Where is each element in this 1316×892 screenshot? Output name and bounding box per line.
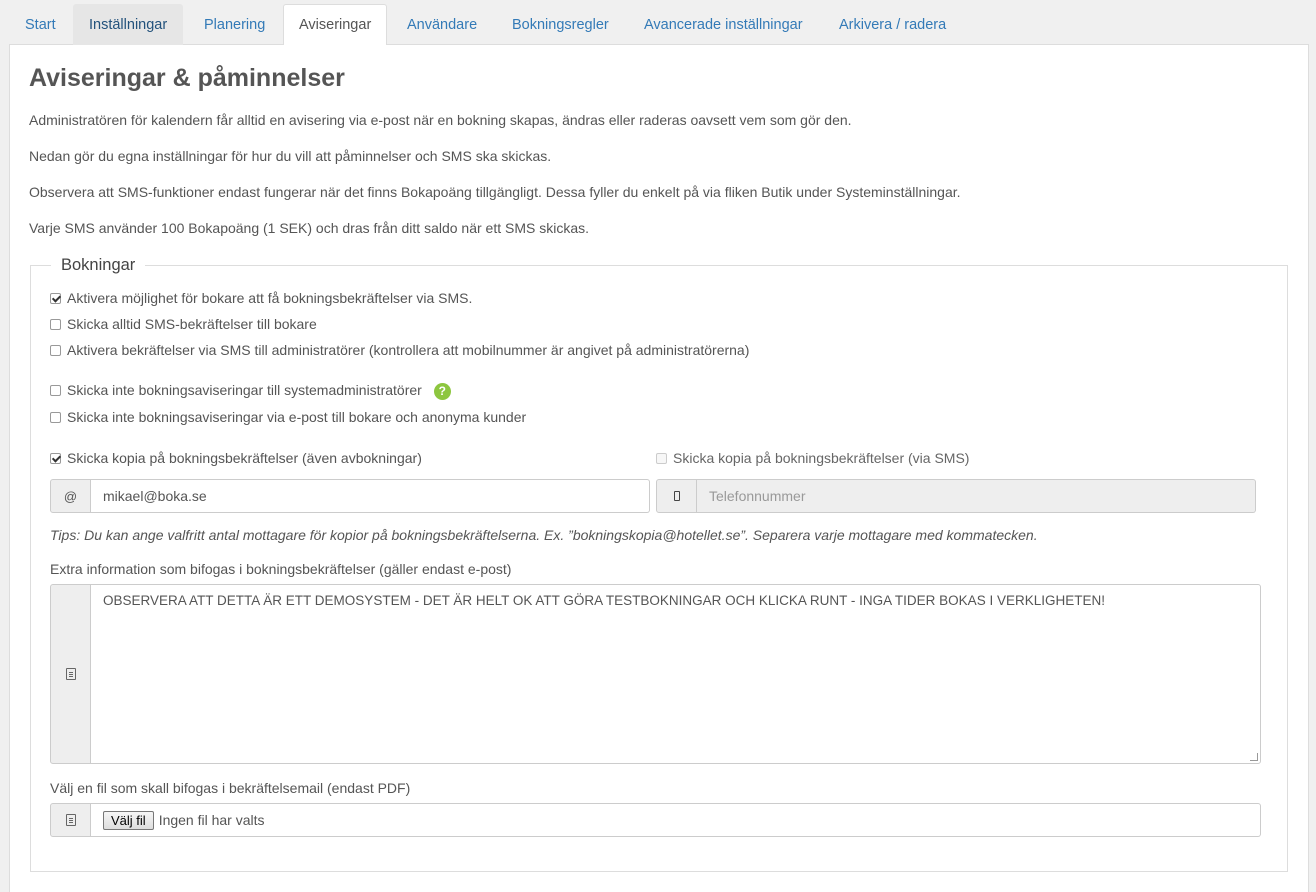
choose-file-button[interactable]: Välj fil (103, 811, 154, 830)
help-icon[interactable]: ? (434, 383, 451, 400)
pdf-file-icon (50, 803, 91, 837)
mobile-phone-icon (656, 479, 697, 513)
option-copy-sms[interactable] (656, 450, 969, 466)
option-sms-admins-label: Aktivera bekräftelser via SMS till administratörer (kontrollera att mobilnummer är angivet på administratörerna) (67, 342, 750, 358)
checkbox-copy-email[interactable] (50, 453, 61, 464)
option-sms-admins[interactable] (50, 342, 749, 358)
option-no-sysadmin-notice-label: Skicka inte bokningsaviseringar till systemadministratörer (67, 382, 422, 398)
copy-tip-text: Tips: Du kan ange valfritt antal mottagare för kopior på bokningsbekräftelserna. Ex. ”bokningskopia@hotellet.se”. Separera varje mottagare med kommatecken. (50, 527, 1038, 543)
checkbox-no-sysadmin-notice[interactable] (50, 385, 61, 396)
bookings-legend: Bokningar (61, 256, 136, 274)
option-no-email-booker-label: Skicka inte bokningsaviseringar via e-post till bokare och anonyma kunder (67, 409, 527, 425)
copy-phone-group (656, 479, 1256, 513)
tab-bar (9, 4, 1309, 45)
extra-info-text: OBSERVERA ATT DETTA ÄR ETT DEMOSYSTEM - DET ÄR HELT OK ATT GÖRA TESTBOKNINGAR OCH KLICKA RUNT - INGA TIDER BOKAS I VERKLIGHETEN! (103, 593, 1105, 608)
file-label: Välj en fil som skall bifogas i bekräftelsemail (endast PDF) (50, 780, 411, 796)
intro-text-2: Nedan gör du egna inställningar för hur du vill att påminnelser och SMS ska skickas. (29, 148, 552, 164)
option-always-sms[interactable] (50, 316, 317, 332)
file-group (50, 803, 1261, 837)
tab-aviseringar[interactable]: Aviseringar (283, 4, 387, 46)
tab-start[interactable]: Start (25, 17, 56, 33)
copy-email-input[interactable]: mikael@boka.se (91, 479, 650, 513)
copy-email-group (50, 479, 650, 513)
checkbox-always-sms[interactable] (50, 319, 61, 330)
settings-panel (9, 45, 1309, 892)
option-copy-email[interactable] (50, 450, 422, 466)
extra-info-textarea[interactable] (91, 584, 1261, 764)
option-sms-booker-label: Aktivera möjlighet för bokare att få bokningsbekräftelser via SMS. (67, 290, 473, 306)
tab-planering[interactable]: Planering (204, 17, 266, 33)
checkbox-sms-admins[interactable] (50, 345, 61, 356)
tab-avancerade-installningar[interactable]: Avancerade inställningar (644, 17, 803, 33)
intro-text-4: Varje SMS använder 100 Bokapoäng (1 SEK) och dras från ditt saldo när ett SMS skickas. (29, 220, 590, 236)
tab-installningar[interactable]: Inställningar (73, 4, 183, 45)
checkbox-copy-sms[interactable] (656, 453, 667, 464)
intro-text-3: Observera att SMS-funktioner endast fungerar när det finns Bokapoäng tillgängligt. Dessa fyller du enkelt på via fliken Butik under Systeminställningar. (29, 184, 961, 200)
option-no-email-booker[interactable] (50, 409, 526, 425)
checkbox-sms-booker[interactable] (50, 293, 61, 304)
extra-info-label: Extra information som bifogas i bokningsbekräftelser (gäller endast e-post) (50, 561, 512, 577)
checkbox-no-email-booker[interactable] (50, 412, 61, 423)
intro-text-1: Administratören för kalendern får alltid en avisering via e-post när en bokning skapas, ändras eller raderas oavsett vem som gör den. (29, 112, 852, 128)
tab-anvandare[interactable]: Användare (407, 17, 478, 33)
tab-bokningsregler[interactable]: Bokningsregler (512, 17, 609, 33)
file-input[interactable] (91, 803, 1261, 837)
tab-arkivera-radera[interactable]: Arkivera / radera (839, 17, 947, 33)
copy-phone-input[interactable]: Telefonnummer (697, 479, 1256, 513)
file-status: Ingen fil har valts (158, 812, 265, 828)
resize-handle[interactable] (1250, 753, 1258, 761)
option-copy-email-label: Skicka kopia på bokningsbekräftelser (även avbokningar) (67, 450, 422, 466)
at-sign-icon: @ (50, 479, 91, 513)
option-no-sysadmin-notice[interactable] (50, 382, 451, 400)
option-copy-sms-label: Skicka kopia på bokningsbekräftelser (via SMS) (673, 450, 970, 466)
option-sms-booker[interactable] (50, 290, 472, 306)
extra-info-group (50, 584, 1261, 764)
document-icon (50, 584, 91, 764)
page-title: Aviseringar & påminnelser (29, 64, 345, 92)
option-always-sms-label: Skicka alltid SMS-bekräftelser till bokare (67, 316, 317, 332)
